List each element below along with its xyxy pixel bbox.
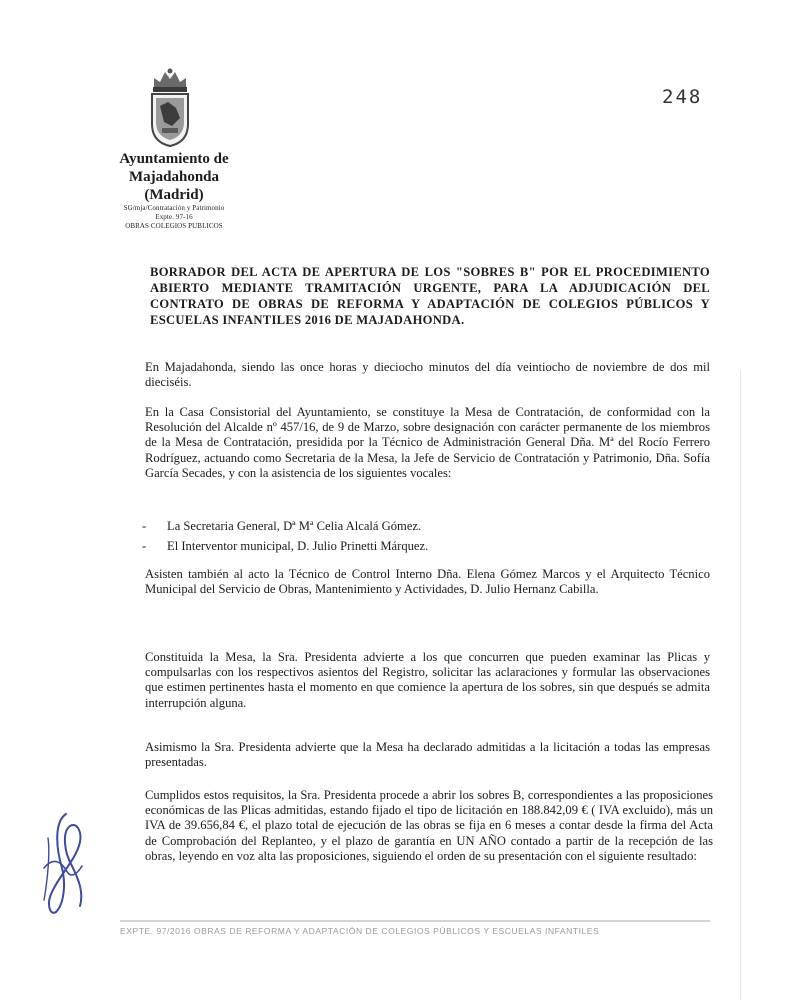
page-number: 248 [662,86,703,108]
page-edge-line [740,370,741,1000]
paragraph-constitution: En la Casa Consistorial del Ayuntamiento, se constituye la Mesa de Contratación, de conformidad con la Resolución del Alcalde nº 457/16, de 9 de Marzo, sobre designación con carácter permanente de los miembros de la Mesa de Contratación, presidida por la Técnico de Administración General Dña. Mª del Rocío Ferrero Rodríguez, actuando como Secretaria de la Mesa, la Jefe de Servicio de Contratación y Patrimonio, Dña. Sofía García Secades, y con la asistencia de los siguientes vocales: [145,405,710,480]
document-title: BORRADOR DEL ACTA DE APERTURA DE LOS "SOBRES B" POR EL PROCEDIMIENTO ABIERTO MEDIANTE TRAMITACIÓN URGENTE, PARA LA ADJUDICACIÓN DEL CONTRATO DE OBRAS DE REFORMA Y ADAPTACIÓN DE COLEGIOS PÚBLICOS Y ESCUELAS INFANTILES 2016 DE MAJADAHONDA. [150,265,710,327]
list-bullet: - [142,519,147,533]
paragraph-opening-envelopes: Cumplidos estos requisitos, la Sra. Presidenta procede a abrir los sobres B, correspondientes a las proposiciones económicas de las Plicas admitidas, estando fijado el tipo de licitación en 188.842,09 € ( IVA excluido), más un IVA de 39.656,84 €, el plazo total de ejecución de las obras se fija en 6 meses a contar desde la firma del Acta de Comprobación del Replanteo, y el plazo de garantía en UN AÑO contado a partir de la recepción de las obras, leyendo en voz alta las proposiciones, siguiendo el orden de su presentación con el siguiente resultado: [145,788,713,863]
org-name-line: (Madrid) [144,187,204,203]
paragraph-examination: Constituida la Mesa, la Sra. Presidenta advierte a los que concurren que pueden examinar las Plicas y compulsarlas con los respectivos asientos del Registro, solicitar las aclaraciones y formular las observaciones que estimen pertinentes hasta el momento en que comience la apertura de los sobres, sin que después se admita interrupción alguna. [145,650,710,710]
organization-block [108,150,240,231]
list-item-text: El Interventor municipal, D. Julio Prinetti Márquez. [167,539,429,553]
list-item-text: La Secretaria General, Dª Mª Celia Alcalá Gómez. [167,519,422,533]
coat-of-arms-icon [146,66,194,148]
paragraph-admission: Asimismo la Sra. Presidenta advierte que la Mesa ha declarado admitidas a la licitación a todas las empresas presentadas. [145,740,710,770]
reference-line: Expte. 97-16 [155,213,193,221]
list-item [142,516,702,536]
list-bullet: - [142,539,147,553]
reference-line: OBRAS COLEGIOS PUBLICOS [125,222,223,230]
org-name-line: Ayuntamiento de [119,151,229,167]
list-item [142,536,702,556]
paragraph-attendees: Asisten también al acto la Técnico de Control Interno Dña. Elena Gómez Marcos y el Arquitecto Técnico Municipal del Servicio de Obras, Mantenimiento y Actividades, D. Julio Hernanz Cabilla. [145,567,710,597]
org-name-line: Majadahonda [128,169,220,185]
paragraph-opening: En Majadahonda, siendo las once horas y dieciocho minutos del día veintiocho de noviembre de dos mil dieciséis. [145,360,710,390]
footer-text: EXPTE. 97/2016 OBRAS DE REFORMA Y ADAPTACIÓN DE COLEGIOS PÚBLICOS Y ESCUELAS INFANTILES [120,926,600,936]
vocales-list [142,516,702,556]
handwritten-signature [36,808,96,918]
footer-divider [120,920,710,922]
reference-line: SG/mja/Contratación y Patrimonio [123,204,225,212]
